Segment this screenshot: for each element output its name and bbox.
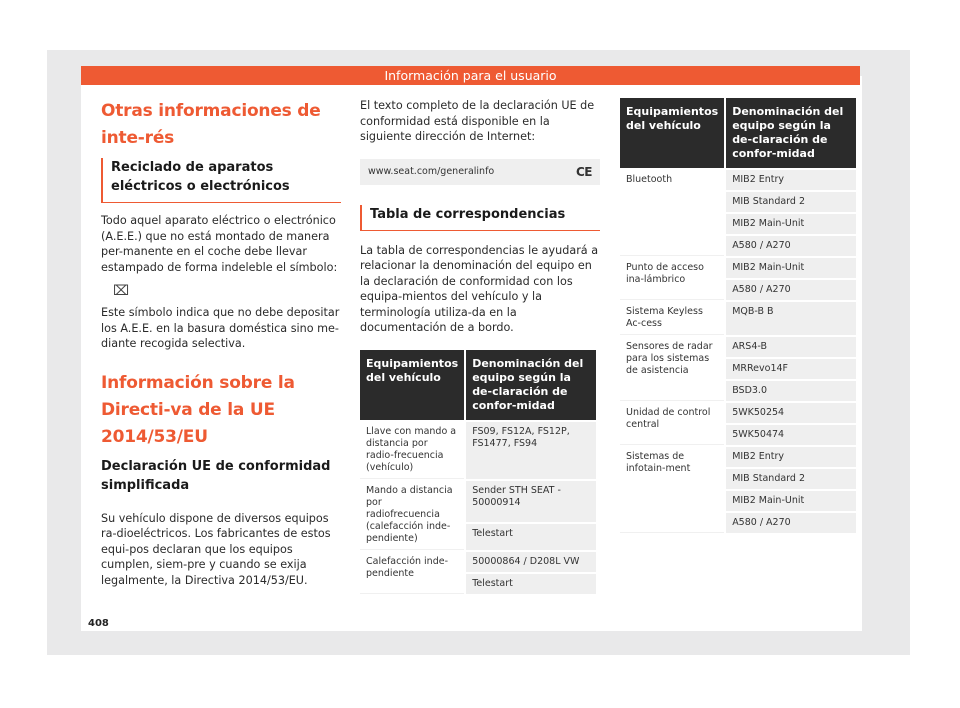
table-cell-designation: MIB2 Main-Unit bbox=[726, 258, 856, 278]
table-cell-designation: 5WK50254 bbox=[726, 403, 856, 423]
subsection-title-reciclado: Reciclado de aparatos eléctricos o electrónicos bbox=[101, 158, 341, 203]
page-number: 408 bbox=[88, 618, 109, 629]
paragraph-symbol-meaning: Este símbolo indica que no debe depositar los A.E.E. en la basura doméstica sino me-diante recogida selectiva. bbox=[101, 306, 340, 350]
table-cell-designation: 50000864 / D208L VW bbox=[466, 552, 596, 572]
crossed-bin-icon: ⌧ bbox=[113, 283, 130, 299]
table-cell-designation: Telestart bbox=[466, 524, 596, 550]
table-row bbox=[360, 481, 596, 522]
table-header-equipamientos: Equipamientos del vehículo bbox=[360, 350, 464, 420]
table-cell-designation: MIB2 Main-Unit bbox=[726, 214, 856, 234]
table-cell-designation: FS09, FS12A, FS12P, FS1477, FS94 bbox=[466, 422, 596, 479]
table-row bbox=[620, 302, 856, 335]
table-row bbox=[620, 170, 856, 190]
table-cell-equipment: Punto de acceso ina-lámbrico bbox=[620, 258, 724, 300]
paragraph-texto-completo: El texto completo de la declaración UE de conformidad está disponible en la siguiente dirección de Internet: bbox=[360, 99, 595, 143]
url-box bbox=[360, 159, 600, 185]
table-header-equipamientos: Equipamientos del vehículo bbox=[620, 98, 724, 168]
section-title-otras-informaciones: Otras informaciones de inte-rés bbox=[101, 101, 321, 148]
subsection-title-declaracion: Declaración UE de conformidad simplificada bbox=[101, 458, 331, 493]
correspondence-table-2 bbox=[618, 96, 858, 535]
table-cell-designation: MRRevo14F bbox=[726, 359, 856, 379]
table-cell-designation: A580 / A270 bbox=[726, 236, 856, 256]
table-cell-designation: BSD3.0 bbox=[726, 381, 856, 401]
table-cell-equipment: Llave con mando a distancia por radio-frecuencia (vehículo) bbox=[360, 422, 464, 479]
table-cell-designation: MIB Standard 2 bbox=[726, 469, 856, 489]
subsection-title-tabla: Tabla de correspondencias bbox=[360, 205, 600, 231]
paragraph-aee: Todo aquel aparato eléctrico o electrónico (A.E.E.) que no está montado de manera per-manente en el coche debe llevar estampado de forma indeleble el símbolo: bbox=[101, 214, 338, 274]
table-cell-designation: MIB2 Entry bbox=[726, 170, 856, 190]
table-cell-designation: A580 / A270 bbox=[726, 513, 856, 533]
table-cell-designation: MIB2 Main-Unit bbox=[726, 491, 856, 511]
table-cell-equipment: Sensores de radar para los sistemas de asistencia bbox=[620, 337, 724, 401]
table-header-denominacion: Denominación del equipo según la de-claración de confor-midad bbox=[726, 98, 856, 168]
middle-column bbox=[360, 98, 600, 596]
table-cell-designation: ARS4-B bbox=[726, 337, 856, 357]
table-cell-equipment: Bluetooth bbox=[620, 170, 724, 256]
table-row bbox=[620, 337, 856, 357]
paragraph-tabla-intro: La tabla de correspondencias le ayudará a relacionar la denominación del equipo en la declaración de conformidad con los equipa-mientos del vehículo y la terminología utiliza-da en la documentación de a bordo. bbox=[360, 243, 599, 334]
table-row bbox=[360, 422, 596, 479]
table-cell-equipment: Mando a distancia por radiofrecuencia (calefacción inde-pendiente) bbox=[360, 481, 464, 550]
table-cell-designation: MQB-B B bbox=[726, 302, 856, 335]
table-row bbox=[620, 258, 856, 278]
page-header: Información para el usuario bbox=[81, 66, 860, 85]
section-title-directiva: Información sobre la Directi-va de la UE 2014/53/EU bbox=[101, 372, 295, 447]
table-cell-equipment: Unidad de control central bbox=[620, 403, 724, 445]
table-row bbox=[620, 447, 856, 467]
table-cell-designation: Telestart bbox=[466, 574, 596, 594]
paragraph-equipos-radio: Su vehículo dispone de diversos equipos ra-dioeléctricos. Los fabricantes de estos equi-pos declaran que los equipos cumplen, siem-pre y cuando se exija legalmente, la Directiva 2014/53/EU. bbox=[101, 511, 331, 587]
table-header-denominacion: Denominación del equipo según la de-claración de confor-midad bbox=[466, 350, 596, 420]
correspondence-table-1 bbox=[358, 348, 598, 596]
ce-mark-icon: CE bbox=[575, 164, 592, 179]
table-cell-designation: MIB Standard 2 bbox=[726, 192, 856, 212]
table-row bbox=[360, 552, 596, 572]
table-cell-equipment: Calefacción inde-pendiente bbox=[360, 552, 464, 594]
table-cell-designation: Sender STH SEAT - 50000914 bbox=[466, 481, 596, 522]
table-row bbox=[620, 403, 856, 423]
table-cell-designation: 5WK50474 bbox=[726, 425, 856, 445]
url-link[interactable]: www.seat.com/generalinfo bbox=[368, 166, 495, 177]
table-cell-equipment: Sistemas de infotain-ment bbox=[620, 447, 724, 533]
table-cell-equipment: Sistema Keyless Ac-cess bbox=[620, 302, 724, 335]
table-cell-designation: MIB2 Entry bbox=[726, 447, 856, 467]
right-column bbox=[620, 96, 860, 535]
left-column bbox=[101, 98, 341, 588]
table-cell-designation: A580 / A270 bbox=[726, 280, 856, 300]
